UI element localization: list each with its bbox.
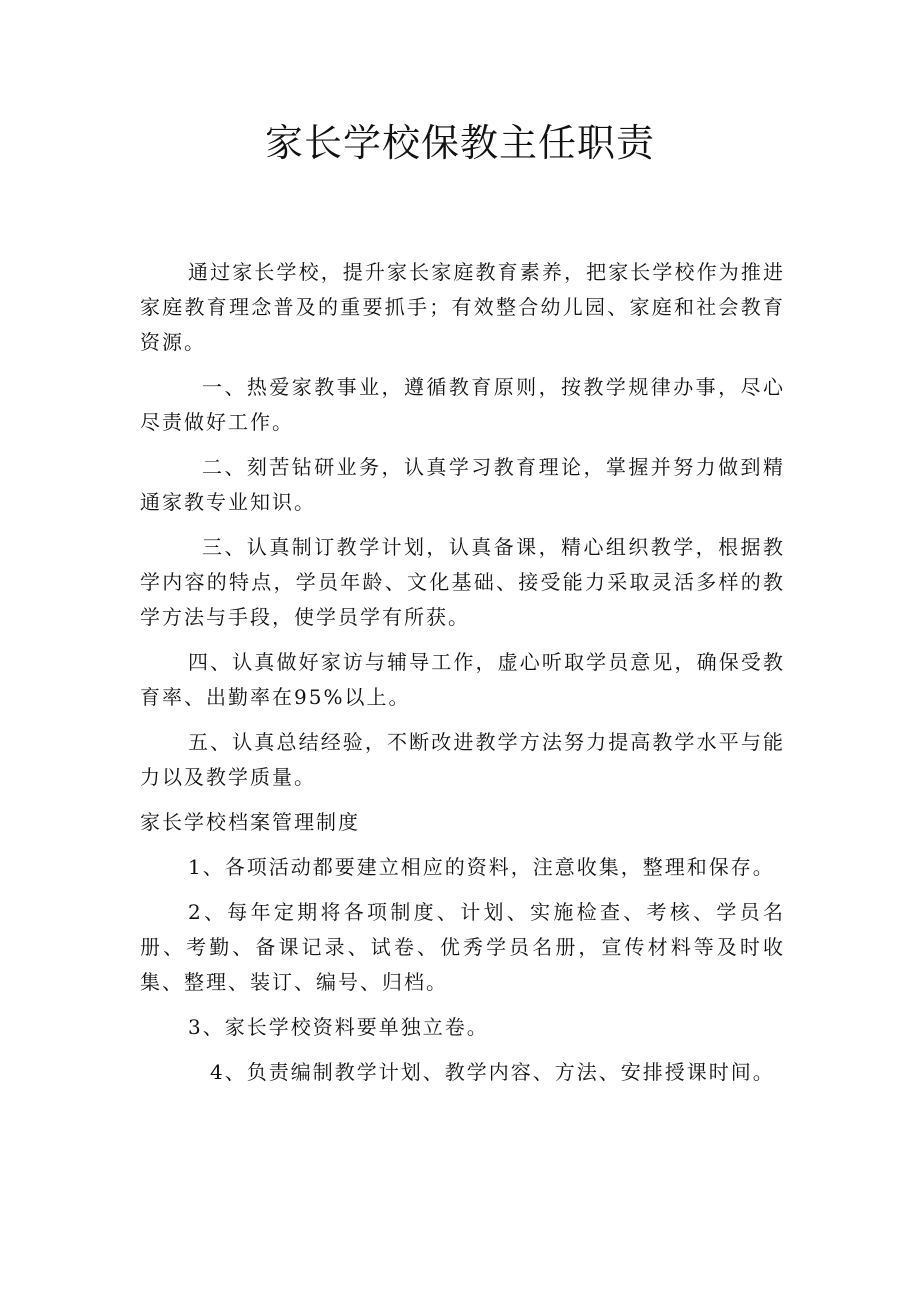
duty-item-5: 五、认真总结经验，不断改进教学方法努力提高教学水平与能力以及教学质量。: [140, 730, 785, 789]
rule-item-4: 4、负责编制教学计划、教学内容、方法、安排授课时间。: [210, 1060, 775, 1084]
duty-item-3: 三、认真制订教学计划，认真备课，精心组织教学，根据教学内容的特点，学员年龄、文化基础、接受能力采取灵活多样的教学方法与手段，使学员学有所获。: [140, 535, 785, 629]
intro-paragraph: 通过家长学校，提升家长家庭教育素养，把家长学校作为推进家庭教育理念普及的重要抓手；有效整合幼儿园、家庭和社会教育资源。: [140, 260, 785, 354]
duty-item-2: 二、刻苦钻研业务，认真学习教育理论，掌握并努力做到精通家教专业知识。: [140, 455, 785, 514]
section-heading: 家长学校档案管理制度: [140, 810, 360, 834]
duty-item-1: 一、热爱家教事业，遵循教育原则，按教学规律办事，尽心尽责做好工作。: [140, 375, 785, 434]
duty-item-4: 四、认真做好家访与辅导工作，虚心听取学员意见，确保受教育率、出勤率在95%以上。: [140, 650, 785, 709]
rule-item-1: 1、各项活动都要建立相应的资料，注意收集，整理和保存。: [188, 855, 775, 879]
document-body: [140, 255, 785, 1100]
document-title: 家长学校保教主任职责: [264, 121, 655, 165]
rule-item-2: 2、每年定期将各项制度、计划、实施检查、考核、学员名册、考勤、备课记录、试卷、优秀学员名册，宣传材料等及时收集、整理、装订、编号、归档。: [140, 900, 785, 994]
rule-item-3: 3、家长学校资料要单独立卷。: [188, 1015, 489, 1039]
